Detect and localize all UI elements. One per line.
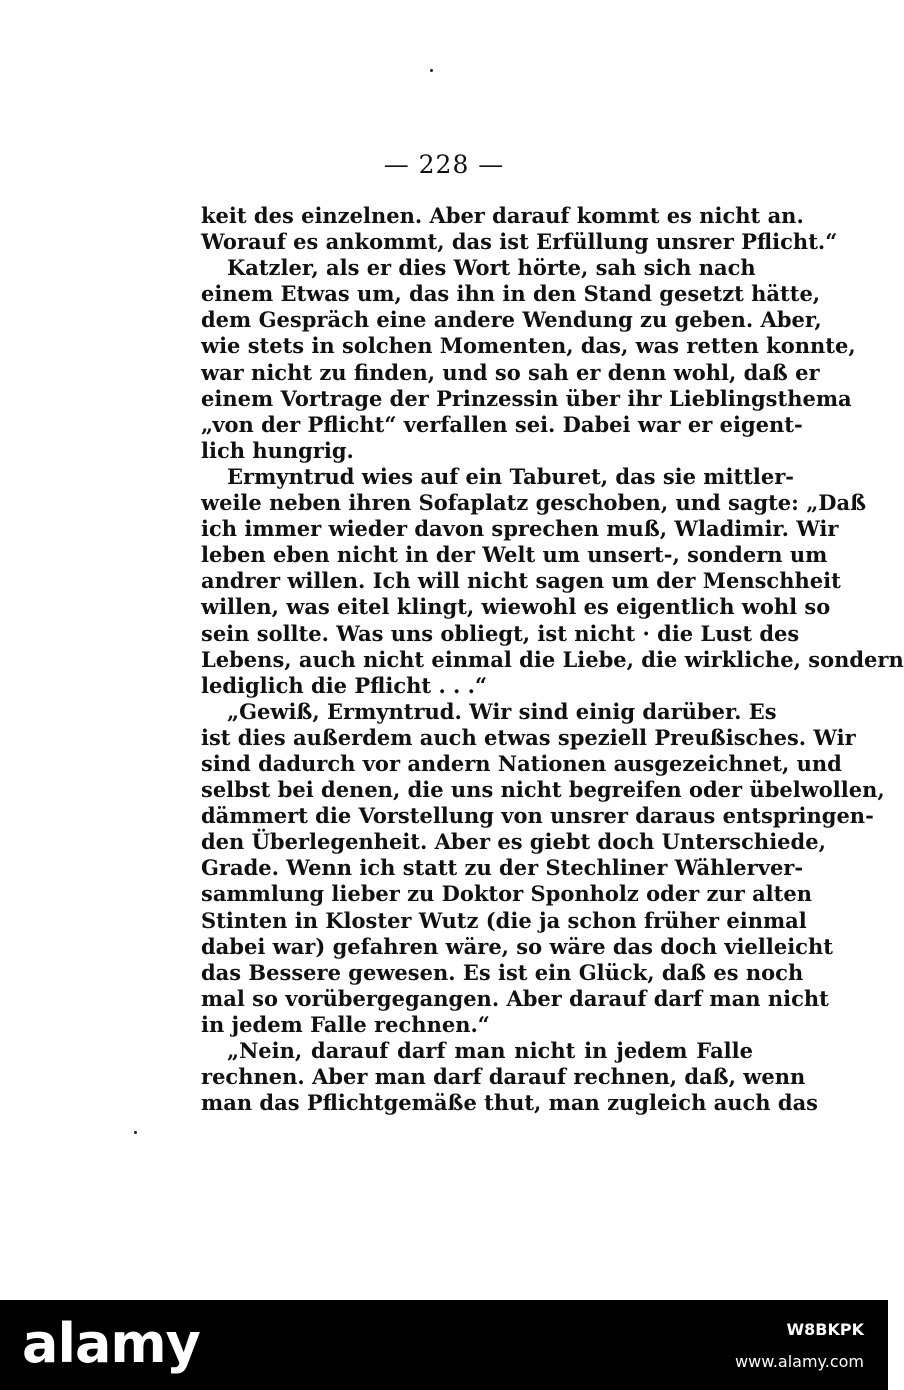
text-line: mal so vorübergegangen. Aber darauf darf man nicht (201, 985, 829, 1011)
text-line: sammlung lieber zu Doktor Sponholz oder zur alten (201, 881, 812, 907)
watermark-footer (0, 1300, 888, 1390)
image-id: W8BKPK (786, 1320, 864, 1339)
text-line: „Nein, darauf darf man nicht in jedem Falle (227, 1038, 753, 1063)
scan-speck (430, 69, 433, 72)
text-line: war nicht zu finden, und so sah er denn wohl, daß er (201, 359, 820, 385)
text-line: lich hungrig. (201, 437, 354, 463)
text-line: sein sollte. Was uns obliegt, ist nicht · die Lust des (201, 620, 800, 646)
text-line: weile neben ihren Sofaplatz geschoben, und sagte: „Daß (201, 490, 867, 516)
text-line: willen, was eitel klingt, wiewohl es eigentlich wohl so (201, 594, 831, 620)
text-line: einem Vortrage der Prinzessin über ihr Lieblingsthema (201, 385, 852, 411)
text-line: selbst bei denen, die uns nicht begreifen oder übelwollen, (201, 777, 885, 803)
text-line: ich immer wieder davon sprechen muß, Wladimir. Wir (201, 516, 839, 542)
text-line: in jedem Falle rechnen.“ (201, 1011, 490, 1037)
text-line: ist dies außerdem auch etwas speziell Preußisches. Wir (201, 724, 856, 750)
text-line: dem Gespräch eine andere Wendung zu geben. Aber, (201, 307, 822, 333)
text-line: sind dadurch vor andern Nationen ausgezeichnet, und (201, 750, 842, 776)
alamy-logo: alamy (22, 1312, 200, 1375)
text-line: dämmert die Vorstellung von unsrer daraus entspringen- (201, 803, 874, 829)
text-line: Worauf es ankommt, das ist Erfüllung unsrer Pflicht.“ (201, 229, 838, 255)
scan-speck (134, 1131, 137, 1134)
text-line: einem Etwas um, das ihn in den Stand gesetzt hätte, (201, 281, 821, 307)
text-line: leben eben nicht in der Welt um unsert-, sondern um (201, 542, 828, 568)
text-line: „Gewiß, Ermyntrud. Wir sind einig darüber. Es (227, 698, 777, 724)
text-line: andrer willen. Ich will nicht sagen um der Menschheit (201, 568, 841, 594)
text-line: wie stets in solchen Momenten, das, was retten konnte, (201, 333, 856, 359)
text-line: das Bessere gewesen. Es ist ein Glück, daß es noch (201, 959, 804, 985)
text-line: keit des einzelnen. Aber darauf kommt es nicht an. (201, 203, 804, 228)
text-line: Stinten in Kloster Wutz (die ja schon früher einmal (201, 907, 807, 933)
text-line: Grade. Wenn ich statt zu der Stechliner Wählerver- (201, 855, 804, 881)
body-text (201, 203, 904, 1116)
text-line: rechnen. Aber man darf darauf rechnen, daß, wenn (201, 1064, 806, 1090)
text-line: Ermyntrud wies auf ein Taburet, das sie mittler- (227, 463, 795, 489)
text-line: Lebens, auch nicht einmal die Liebe, die wirkliche, sondern (201, 646, 904, 672)
text-line: dabei war) gefahren wäre, so wäre das doch vielleicht (201, 933, 833, 959)
text-line: „von der Pflicht“ verfallen sei. Dabei war er eigent- (201, 411, 803, 437)
text-line: man das Pflichtgemäße thut, man zugleich auch das (201, 1090, 818, 1116)
text-line: Katzler, als er dies Wort hörte, sah sich nach (227, 255, 756, 281)
watermark-url: www.alamy.com (735, 1352, 864, 1371)
text-line: lediglich die Pflicht . . .“ (201, 672, 488, 698)
text-line: den Überlegenheit. Aber es giebt doch Unterschiede, (201, 829, 826, 855)
page-number: — 228 — (383, 150, 505, 179)
